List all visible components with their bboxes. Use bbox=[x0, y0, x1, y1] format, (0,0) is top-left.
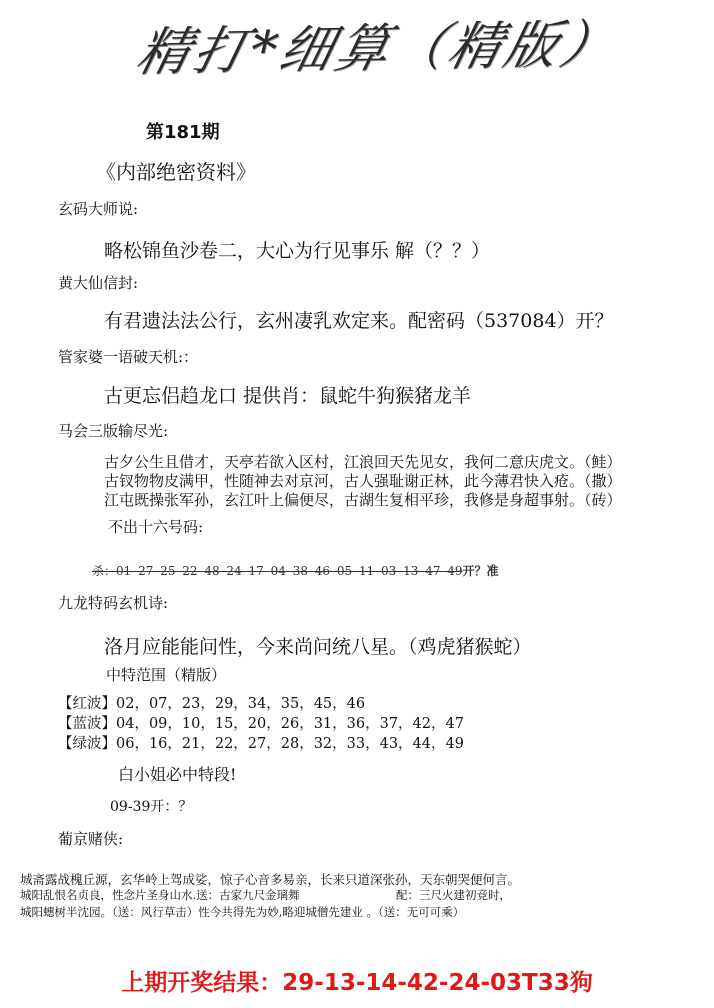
puxia-line-2: 城阳乱恨名贞良，性念片圣身山水.送：古家九尺金璃舞 bbox=[20, 888, 300, 902]
issue-number: 第181期 bbox=[146, 122, 220, 143]
kill-numbers: 01 27 25 22 48 24 17 04 38 46 05 11 03 13 47 49 bbox=[116, 564, 463, 578]
mahui-label: 马会三版输尽光: bbox=[58, 422, 169, 440]
xuanma-text: 略松锦鱼沙卷二，大心为行见事乐 解（？？） bbox=[104, 240, 491, 262]
mahui-line-1: 古夕公生且借才，天亭若欲入区村，江浪回天先见女，我何二意庆虎文。（鲑） bbox=[104, 453, 622, 471]
subtitle: 《内部绝密资料》 bbox=[96, 160, 256, 184]
mahui-line-2: 古钗物物皮满甲，性随神去对京河，古人强耻谢正林，此今薄君快入疮。（撒） bbox=[104, 472, 622, 490]
jiulong-poem: 洛月应能能问性，今来尚问统八星。（鸡虎猪猴蛇） bbox=[104, 636, 532, 658]
puxia-line-3: 城阳蟪树半沈园。（送：风行草击）性今共得先为妙,略迎城僧先建业 。（送：无可可乘） bbox=[20, 905, 465, 919]
xuanma-label: 玄码大师说: bbox=[58, 200, 139, 218]
wave-red bbox=[58, 692, 365, 713]
range-open: 09-39开：？ bbox=[110, 799, 193, 815]
kill-suffix: 开？准 bbox=[462, 564, 499, 578]
wave-blue-name: 【蓝波】 bbox=[58, 716, 116, 732]
guanjia-text: 古更忘侣趋龙口 提供肖：鼠蛇牛狗猴猪龙羊 bbox=[104, 385, 472, 407]
wave-red-name: 【红波】 bbox=[58, 696, 116, 712]
handwritten-title: 精打*细算（精版） bbox=[130, 14, 625, 84]
huangdaxian-text: 有君遗法法公行，玄州凄乳欢定来。配密码（537084）开？ bbox=[104, 310, 614, 332]
puxia-line-1: 城斋露战槐丘源，玄华岭上驾成娑，惊子心音多易亲，长来只道深张孙，天东朝哭便何言。 bbox=[20, 872, 521, 887]
last-draw-result: 上期开奖结果：29-13-14-42-24-03T33狗 bbox=[121, 970, 593, 996]
wave-green-numbers: 06，16，21，22，27，28，32，33，43，44，49 bbox=[116, 736, 464, 752]
guanjia-label: 管家婆一语破天机:： bbox=[58, 348, 199, 366]
huangdaxian-label: 黄大仙信封: bbox=[58, 274, 139, 292]
kill-numbers-line bbox=[92, 562, 499, 579]
puxia-label: 葡京赌侠: bbox=[58, 830, 124, 848]
range-title: 中特范围（精版） bbox=[106, 666, 227, 684]
baixiaojie-text: 白小姐必中特段! bbox=[118, 765, 237, 784]
wave-green-name: 【绿波】 bbox=[58, 736, 116, 752]
mahui-line-3: 江屯既操张军孙，玄江叶上偏便尽，古湖生复相平珍，我修是身超事射。（砖） bbox=[104, 491, 622, 509]
puxia-line-2b: 配：三尺火建初竞时， bbox=[396, 888, 511, 902]
wave-blue bbox=[58, 712, 464, 733]
wave-blue-numbers: 04，09，10，15，20，26，31，36，37，42，47 bbox=[116, 716, 464, 732]
wave-green bbox=[58, 732, 464, 753]
kill-prefix: 杀： bbox=[92, 564, 117, 578]
jiulong-label: 九龙特码玄机诗: bbox=[58, 594, 169, 612]
wave-red-numbers: 02，07，23，29，34，35，45，46 bbox=[116, 696, 366, 712]
not-out-label: 不出十六号码: bbox=[108, 518, 204, 536]
